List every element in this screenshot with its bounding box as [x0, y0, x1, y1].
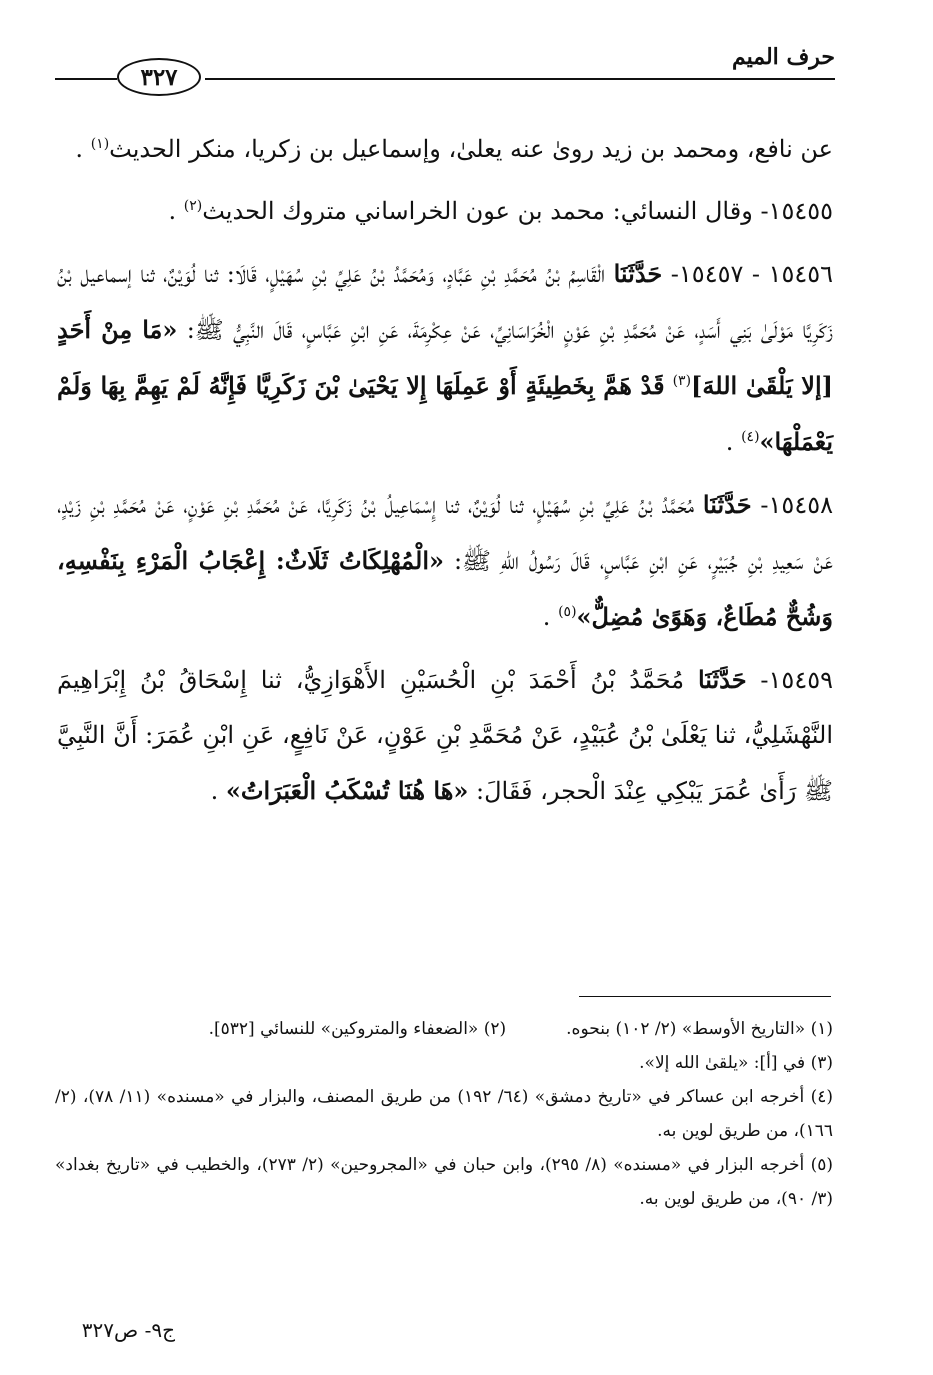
footnote-ref-2[interactable]: (٢): [183, 198, 203, 214]
narration-lead: حَدَّثَنَا: [702, 490, 752, 519]
hadith-number: ١٥٤٥٥-: [760, 197, 833, 225]
chapter-title: حرف الميم: [731, 44, 835, 70]
footnote-ref-4[interactable]: (٤): [741, 429, 760, 445]
hadith-15458: ١٥٤٥٨- حَدَّثَنَا مُحَمَّدُ بْنُ عَلِيِّ بْنِ سُهَيْلٍ، ثنا لُوَيْنٌ، ثنا إِسْمَاعِيلُ بْنُ زَكَرِيَّا، عَنْ مُحَمَّدِ بْنِ عَوْنٍ، عَنْ مُحَمَّدِ بْنِ زَيْدٍ، عَنْ سَعِيدِ بْنِ جُبَيْرٍ، عَنِ ابْنِ عَبَّاسٍ، قَالَ رَسُولُ اللهِ ﷺ: «الْمُهْلِكَاتُ ثَلَاثٌ: إِعْجَابُ الْمَرْءِ بِنَفْسِهِ، وَشُحٌّ مُطَاعٌ، وَهَوًىٰ مُضِلٌّ»$^{(٥)}$ .: [57, 490, 833, 631]
narration-lead: حَدَّثَنَا: [613, 259, 663, 288]
hadith-number: ١٥٤٥٦ - ١٥٤٥٧-: [670, 260, 833, 288]
footnotes-row-1-2: [55, 1012, 833, 1046]
page-number-badge: ٣٢٧: [117, 58, 201, 96]
isnad-text: الْقَاسِمُ بْنُ مُحَمَّدِ بْنِ عَبَّادٍ، وَمُحَمَّدُ بْنُ عَلِيِّ بْنِ سُهَيْلٍ، قَالَا: ثنا لُوَيْنٌ، ثنا إسماعيل بْنُ زَكَرِيَّا مَوْلَىٰ بَنِي أَسَدٍ، عَنْ مُحَمَّدِ بْنِ عَوْنٍ الْخُرَاسَانِيِّ، عَنْ عِكْرِمَةَ، عَنِ ابْنِ عَبَّاسٍ، قَالَ النَّبِيُّ ﷺ:: [57, 260, 833, 344]
page-header: [55, 40, 835, 96]
main-text: [57, 122, 833, 819]
footnote-ref-5[interactable]: (٥): [558, 604, 577, 620]
hadith-number: ١٥٤٥٩-: [760, 666, 833, 694]
footnote-5: (٥) أخرجه البزار في «مسنده» (٨/ ٢٩٥)، وابن حبان في «المجروحين» (٢/ ٢٧٣)، والخطيب في «تاريخ بغداد» (٣/ ٩٠)، من طريق لوين به.: [55, 1155, 833, 1209]
footnote-ref-3[interactable]: (٣): [672, 373, 692, 389]
footnote-3: (٣) في [أ]: «يلقىٰ الله إلا».: [639, 1053, 833, 1073]
volume-page-ref: ج٩- ص٣٢٧: [81, 1318, 175, 1342]
footnote-4: (٤) أخرجه ابن عساكر في «تاريخ دمشق» (٦٤/ ١٩٢) من طريق المصنف، والبزار في «مسنده» (١١/ ٧٨)، (٢/ ١٦٦)، من طريق لوين به.: [55, 1087, 833, 1141]
header-rule-left: [55, 78, 117, 80]
isnad-text: مُحَمَّدُ بْنُ أَحْمَدَ بْنِ الْحُسَيْنِ الأَهْوَازِيُّ، ثنا إِسْحَاقُ بْنُ إِبْرَاهِيمَ النَّهْشَلِيُّ، ثنا يَعْلَىٰ بْنُ عُبَيْدٍ، عَنْ مُحَمَّدِ بْنِ عَوْنٍ، عَنْ نَافِعٍ، عَنِ ابْنِ عُمَرَ: أَنَّ النَّبِيَّ ﷺ رَأَىٰ عُمَرَ يَبْكِي عِنْدَ الْحجر، فَقَالَ:: [57, 666, 833, 805]
hadith-15459: ١٥٤٥٩- حَدَّثَنَا مُحَمَّدُ بْنُ أَحْمَدَ بْنِ الْحُسَيْنِ الأَهْوَازِيُّ، ثنا إِسْحَاقُ بْنُ إِبْرَاهِيمَ النَّهْشَلِيُّ، ثنا يَعْلَىٰ بْنُ عُبَيْدٍ، عَنْ مُحَمَّدِ بْنِ عَوْنٍ، عَنْ نَافِعٍ، عَنِ ابْنِ عُمَرَ: أَنَّ النَّبِيَّ ﷺ رَأَىٰ عُمَرَ يَبْكِي عِنْدَ الْحجر، فَقَالَ: «هَا هُنَا تُسْكَبُ الْعَبَرَاتُ» .: [57, 665, 833, 805]
header-rule: [205, 78, 835, 80]
matn-text-cont: قَدْ هَمَّ بِخَطِيئَةٍ أَوْ عَمِلَهَا إِلا يَحْيَىٰ بْنَ زَكَرِيَّا فَإِنَّهُ لَمْ يَهِمَّ بِهَا وَلَمْ يَعْمَلْهَا»: [57, 371, 833, 456]
footnote-separator: [579, 996, 831, 997]
isnad-text: مُحَمَّدُ بْنُ عَلِيِّ بْنِ سُهَيْلٍ، ثنا لُوَيْنٌ، ثنا إِسْمَاعِيلُ بْنُ زَكَرِيَّا، عَنْ مُحَمَّدِ بْنِ عَوْنٍ، عَنْ مُحَمَّدِ بْنِ زَيْدٍ، عَنْ سَعِيدِ بْنِ جُبَيْرٍ، عَنِ ابْنِ عَبَّاسٍ، قَالَ رَسُولُ اللهِ ﷺ:: [57, 491, 833, 575]
matn-text: «الْمُهْلِكَاتُ ثَلَاثٌ: إِعْجَابُ الْمَرْءِ بِنَفْسِهِ، وَشُحٌّ مُطَاعٌ، وَهَوًىٰ مُضِلٌّ»: [57, 546, 833, 631]
hadith-15455: ١٥٤٥٥- وقال النسائي: محمد بن عون الخراساني متروك الحديث$^{(٢)}$ .: [168, 197, 833, 225]
footnote-ref-1[interactable]: (١): [90, 136, 110, 152]
narration-lead: حَدَّثَنَا: [697, 665, 747, 694]
paragraph-1: عن نافع، ومحمد بن زيد روىٰ عنه يعلىٰ، وإسماعيل بن زكريا، منكر الحديث$^{(١)}$ .: [75, 135, 833, 163]
matn-text: «هَا هُنَا تُسْكَبُ الْعَبَرَاتُ»: [225, 776, 469, 805]
footnote-1: (١) «التاريخ الأوسط» (٢/ ١٠٢) بنحوه.: [566, 1019, 833, 1039]
hadith-15456-15457: ١٥٤٥٦ - ١٥٤٥٧- حَدَّثَنَا الْقَاسِمُ بْنُ مُحَمَّدِ بْنِ عَبَّادٍ، وَمُحَمَّدُ بْنُ عَلِيِّ بْنِ سُهَيْلٍ، قَالَا: ثنا لُوَيْنٌ، ثنا إسماعيل بْنُ زَكَرِيَّا مَوْلَىٰ بَنِي أَسَدٍ، عَنْ مُحَمَّدِ بْنِ عَوْنٍ الْخُرَاسَانِيِّ، عَنْ عِكْرِمَةَ، عَنِ ابْنِ عَبَّاسٍ، قَالَ النَّبِيُّ ﷺ: «مَا مِنْ أَحَدٍ [إلا يَلْقَىٰ اللهَ]$^{(٣)}$ قَدْ هَمَّ بِخَطِيئَةٍ أَوْ عَمِلَهَا إِلا يَحْيَىٰ بْنَ زَكَرِيَّا فَإِنَّهُ لَمْ يَهِمَّ بِهَا وَلَمْ يَعْمَلْهَا»$^{(٤)}$ .: [57, 259, 833, 456]
footnote-2: (٢) «الضعفاء والمتروكين» للنسائي [٥٣٢].: [208, 1019, 507, 1039]
hadith-number: ١٥٤٥٨-: [760, 491, 833, 519]
matn-text: «مَا مِنْ أَحَدٍ [إلا يَلْقَىٰ اللهَ]: [57, 315, 833, 400]
footnotes: [55, 1012, 833, 1216]
